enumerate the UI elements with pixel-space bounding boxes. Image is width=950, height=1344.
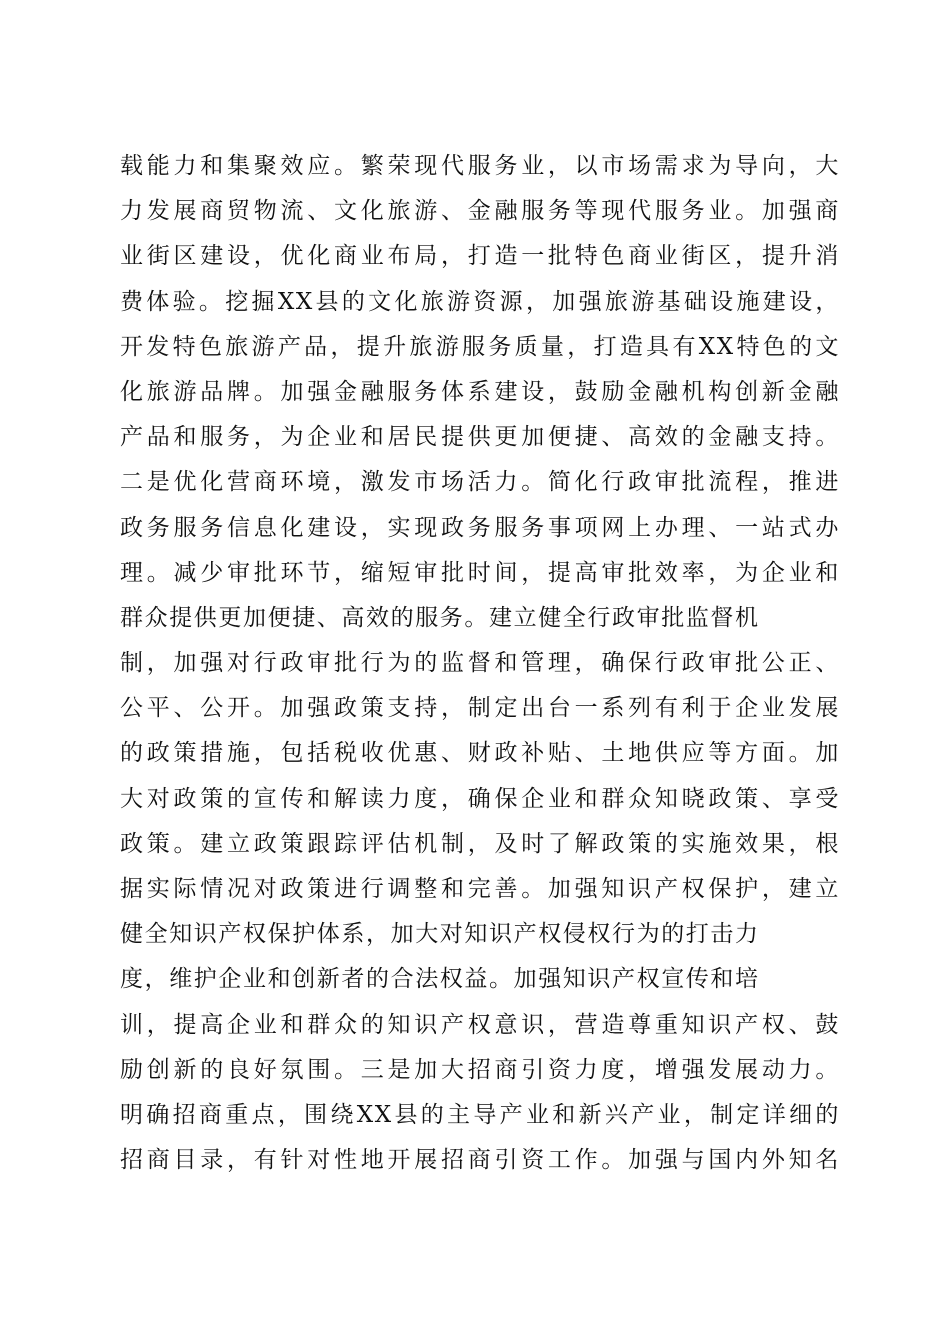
text-line-14: 的政策措施，包括税收优惠、财政补贴、土地供应等方面。加 — [120, 740, 840, 767]
text-line-17: 据实际情况对政策进行调整和完善。加强知识产权保护，建立 — [120, 876, 840, 902]
text-line-12: 制，加强对行政审批行为的监督和管理，确保行政审批公正、 — [120, 650, 840, 677]
text-line-22: 明确招商重点，围绕XX县的主导产业和新兴产业，制定详细的 — [120, 1101, 840, 1128]
text-line-23: 招商目录，有针对性地开展招商引资工作。加强与国内外知名 — [120, 1147, 840, 1174]
text-line-18: 健全知识产权保护体系，加大对知识产权侵权行为的打击力 — [120, 921, 760, 948]
text-line-3: 业街区建设，优化商业布局，打造一批特色商业街区，提升消 — [120, 243, 840, 270]
text-line-2: 力发展商贸物流、文化旅游、金融服务等现代服务业。加强商 — [120, 198, 840, 225]
text-line-20: 训，提高企业和群众的知识产权意识，营造尊重知识产权、鼓 — [120, 1011, 840, 1038]
text-line-4: 费体验。挖掘XX县的文化旅游资源，加强旅游基础设施建设， — [120, 288, 840, 315]
text-line-5: 开发特色旅游产品，提升旅游服务质量，打造具有XX特色的文 — [120, 333, 840, 360]
text-line-9: 政务服务信息化建设，实现政务服务事项网上办理、一站式办 — [120, 514, 840, 541]
text-line-8: 二是优化营商环境，激发市场活力。简化行政审批流程，推进 — [120, 469, 840, 496]
text-line-10: 理。减少审批环节，缩短审批时间，提高审批效率，为企业和 — [120, 559, 840, 586]
text-line-6: 化旅游品牌。加强金融服务体系建设，鼓励金融机构创新金融 — [120, 378, 840, 405]
body-text — [120, 144, 840, 1183]
text-line-15: 大对政策的宣传和解读力度，确保企业和群众知晓政策、享受 — [120, 785, 840, 812]
text-line-21: 励创新的良好氛围。三是加大招商引资力度，增强发展动力。 — [120, 1056, 840, 1083]
text-line-16: 政策。建立政策跟踪评估机制，及时了解政策的实施效果，根 — [120, 830, 840, 857]
text-line-1: 载能力和集聚效应。繁荣现代服务业，以市场需求为导向，大 — [120, 153, 840, 179]
text-line-13: 公平、公开。加强政策支持，制定出台一系列有利于企业发展 — [120, 695, 840, 722]
text-line-19: 度，维护企业和创新者的合法权益。加强知识产权宣传和培 — [120, 966, 760, 993]
text-line-7: 产品和服务，为企业和居民提供更加便捷、高效的金融支持。 — [120, 424, 840, 451]
text-line-11: 群众提供更加便捷、高效的服务。建立健全行政审批监督机 — [120, 604, 760, 631]
